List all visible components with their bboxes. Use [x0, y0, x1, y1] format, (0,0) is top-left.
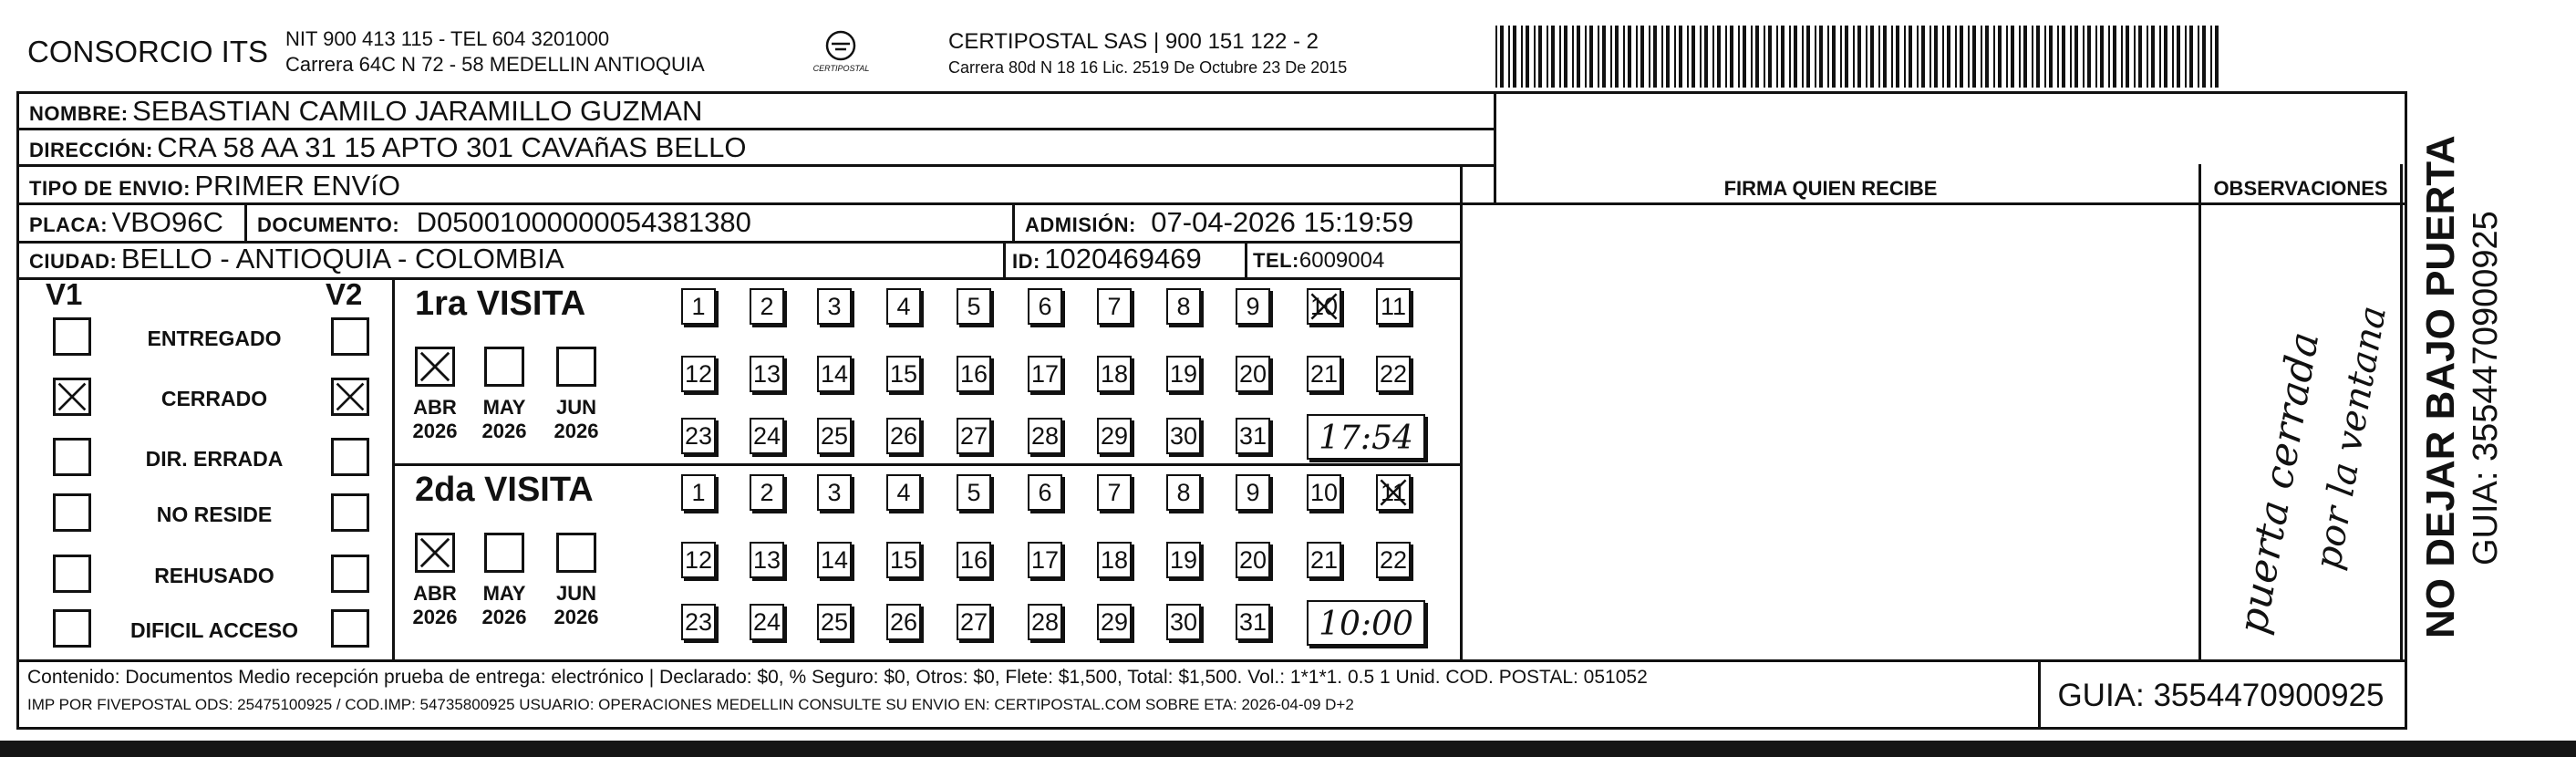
id-value: 1020469469 [1044, 243, 1202, 275]
day-box[interactable]: 11 [1376, 474, 1411, 511]
day-box[interactable]: 28 [1028, 418, 1062, 454]
nit-line: NIT 900 413 115 - TEL 604 3201000 [285, 27, 610, 50]
day-box[interactable]: 24 [750, 418, 784, 454]
admision-label: ADMISIÓN: [1025, 213, 1136, 236]
documento-label: DOCUMENTO: [257, 213, 400, 236]
visit-title: 1ra VISITA [415, 285, 586, 323]
month-label: JUN 2026 [553, 396, 599, 442]
courier-license: Carrera 80d N 18 16 Lic. 2519 De Octubre 23 De 2015 [948, 58, 1348, 77]
month-checkbox[interactable] [556, 533, 596, 573]
day-box[interactable]: 23 [681, 604, 716, 640]
city-value: BELLO - ANTIOQUIA - COLOMBIA [120, 243, 564, 275]
day-box[interactable]: 9 [1236, 288, 1270, 325]
day-box[interactable]: 20 [1236, 356, 1270, 392]
day-box[interactable]: 10 [1307, 474, 1341, 511]
no-dejar-warning: NO DEJAR BAJO PUERTA [2418, 135, 2463, 638]
day-box[interactable]: 12 [681, 542, 716, 578]
day-box[interactable]: 15 [886, 356, 921, 392]
tel-label: TEL: [1253, 249, 1299, 272]
side-guia: GUIA: 3554470900925 [2467, 211, 2505, 565]
v1-checkbox[interactable] [53, 317, 91, 356]
company-address: Carrera 64C N 72 - 58 MEDELLIN ANTIOQUIA [285, 53, 705, 76]
month-label: JUN 2026 [553, 582, 599, 628]
day-box[interactable]: 13 [750, 356, 784, 392]
day-box[interactable]: 19 [1166, 542, 1201, 578]
visit-time-box[interactable] [1307, 600, 1425, 646]
visit-time: 10:00 [1319, 606, 1413, 643]
day-box[interactable]: 17 [1028, 542, 1062, 578]
month-label: MAY 2026 [481, 582, 527, 628]
observation-handwriting-2: por la ventana [2307, 302, 2395, 573]
v2-checkbox[interactable] [331, 378, 369, 416]
v2-checkbox[interactable] [331, 317, 369, 356]
visit-time-box[interactable] [1307, 414, 1425, 460]
day-box[interactable]: 28 [1028, 604, 1062, 640]
day-box[interactable]: 6 [1028, 288, 1062, 325]
contents-line: Contenido: Documentos Medio recepción prueba de entrega: electrónico | Declarado: $0, % Seguro: $0, Otros: $0, Flete: $1,500, Total: $1,500. Vol.: 1*1*1. 0.5 1 Unid. COD. POSTAL: 051052 [27, 667, 1648, 688]
day-box[interactable]: 14 [817, 356, 852, 392]
day-box[interactable]: 7 [1097, 474, 1132, 511]
v1-checkbox[interactable] [53, 609, 91, 648]
tipo-label: TIPO DE ENVIO: [29, 177, 191, 200]
day-box[interactable]: 8 [1166, 474, 1201, 511]
day-box[interactable]: 22 [1376, 356, 1411, 392]
day-box[interactable]: 30 [1166, 604, 1201, 640]
day-box[interactable]: 22 [1376, 542, 1411, 578]
day-box[interactable]: 4 [886, 474, 921, 511]
v2-checkbox[interactable] [331, 493, 369, 532]
direccion-label: DIRECCIÓN: [29, 139, 153, 161]
day-box[interactable]: 18 [1097, 542, 1132, 578]
day-box[interactable]: 15 [886, 542, 921, 578]
placa-label: PLACA: [29, 213, 109, 236]
v1-checkbox[interactable] [53, 493, 91, 532]
document-value: D05001000000054381380 [416, 206, 751, 238]
day-box[interactable]: 29 [1097, 604, 1132, 640]
observation-handwriting-1: puerta cerrada [2229, 328, 2329, 638]
day-box[interactable]: 25 [817, 418, 852, 454]
courier-name: CERTIPOSTAL SAS | 900 151 122 - 2 [948, 29, 1319, 54]
plate-value: VBO96C [111, 206, 223, 238]
status-label: CERRADO [160, 387, 268, 410]
day-box[interactable]: 31 [1236, 418, 1270, 454]
nombre-label: NOMBRE: [29, 102, 129, 125]
day-box[interactable]: 3 [817, 474, 852, 511]
day-box[interactable]: 8 [1166, 288, 1201, 325]
company-name: CONSORCIO ITS [27, 35, 269, 68]
day-box[interactable]: 6 [1028, 474, 1062, 511]
month-label: MAY 2026 [481, 396, 527, 442]
day-box[interactable]: 23 [681, 418, 716, 454]
tel-value: 6009004 [1298, 248, 1385, 273]
v1-checkbox[interactable] [53, 555, 91, 593]
day-box[interactable]: 27 [957, 604, 991, 640]
day-box[interactable]: 30 [1166, 418, 1201, 454]
day-box[interactable]: 25 [817, 604, 852, 640]
day-box[interactable]: 13 [750, 542, 784, 578]
v2-checkbox[interactable] [331, 555, 369, 593]
day-box[interactable]: 1 [681, 474, 716, 511]
day-box[interactable]: 20 [1236, 542, 1270, 578]
month-checkbox[interactable] [484, 347, 524, 387]
recipient-name: SEBASTIAN CAMILO JARAMILLO GUZMAN [132, 95, 703, 127]
status-label: REHUSADO [154, 564, 274, 587]
day-box[interactable]: 31 [1236, 604, 1270, 640]
day-box[interactable]: 3 [817, 288, 852, 325]
month-label: ABR 2026 [412, 396, 458, 442]
month-label: ABR 2026 [412, 582, 458, 628]
day-box[interactable]: 26 [886, 604, 921, 640]
day-box[interactable]: 7 [1097, 288, 1132, 325]
logo-text: CERTIPOSTAL [812, 64, 870, 73]
day-box[interactable]: 9 [1236, 474, 1270, 511]
print-info-line: IMP POR FIVEPOSTAL ODS: 25475100925 / COD.IMP: 54735800925 USUARIO: OPERACIONES MEDELLIN CONSULTE SU ENVIO EN: CERTIPOSTAL.COM SOBRE ETA: 2026-04-09 D+2 [27, 696, 1354, 713]
day-box[interactable]: 4 [886, 288, 921, 325]
day-box[interactable]: 2 [750, 474, 784, 511]
status-label: DIR. ERRADA [145, 447, 284, 471]
v2-checkbox[interactable] [331, 438, 369, 476]
day-box[interactable]: 21 [1307, 356, 1341, 392]
barcode [1495, 26, 2225, 88]
recipient-address: CRA 58 AA 31 15 APTO 301 CAVAñAS BELLO [157, 131, 747, 163]
v1-checkbox[interactable] [53, 378, 91, 416]
day-box[interactable]: 21 [1307, 542, 1341, 578]
day-box[interactable]: 1 [681, 288, 716, 325]
status-label: ENTREGADO [147, 327, 282, 350]
admission-value: 07-04-2026 15:19:59 [1151, 206, 1414, 238]
v2-header: V2 [326, 277, 363, 311]
day-box[interactable]: 17 [1028, 356, 1062, 392]
certipostal-logo [802, 27, 880, 82]
day-box[interactable]: 19 [1166, 356, 1201, 392]
observaciones-header: OBSERVACIONES [2213, 177, 2388, 200]
ciudad-label: CIUDAD: [29, 250, 118, 273]
day-box[interactable]: 2 [750, 288, 784, 325]
logo-icon [802, 27, 880, 82]
month-checkbox[interactable] [415, 347, 455, 387]
day-box[interactable]: 16 [957, 542, 991, 578]
shipment-type: PRIMER ENVíO [194, 170, 401, 202]
month-checkbox[interactable] [556, 347, 596, 387]
day-box[interactable]: 5 [957, 288, 991, 325]
status-label: NO RESIDE [156, 503, 273, 526]
id-label: ID: [1012, 250, 1040, 273]
month-checkbox[interactable] [415, 533, 455, 573]
status-label: DIFICIL ACCESO [129, 618, 298, 642]
form-frame-right-edge [2404, 91, 2407, 730]
day-box[interactable]: 5 [957, 474, 991, 511]
day-box[interactable]: 16 [957, 356, 991, 392]
day-box[interactable]: 29 [1097, 418, 1132, 454]
month-checkbox[interactable] [484, 533, 524, 573]
day-box[interactable]: 11 [1376, 288, 1411, 325]
bottom-edge [0, 741, 2576, 757]
day-box[interactable]: 12 [681, 356, 716, 392]
v1-checkbox[interactable] [53, 438, 91, 476]
visit-time: 17:54 [1319, 420, 1413, 457]
day-box[interactable]: 27 [957, 418, 991, 454]
day-box[interactable]: 14 [817, 542, 852, 578]
day-box[interactable]: 26 [886, 418, 921, 454]
day-box[interactable]: 24 [750, 604, 784, 640]
v1-header: V1 [46, 277, 83, 311]
day-box[interactable]: 10 [1307, 288, 1341, 325]
day-box[interactable]: 18 [1097, 356, 1132, 392]
v2-checkbox[interactable] [331, 609, 369, 648]
visit-title: 2da VISITA [415, 471, 594, 509]
firma-header: FIRMA QUIEN RECIBE [1723, 177, 1938, 200]
guia-number: GUIA: 3554470900925 [2057, 678, 2385, 713]
